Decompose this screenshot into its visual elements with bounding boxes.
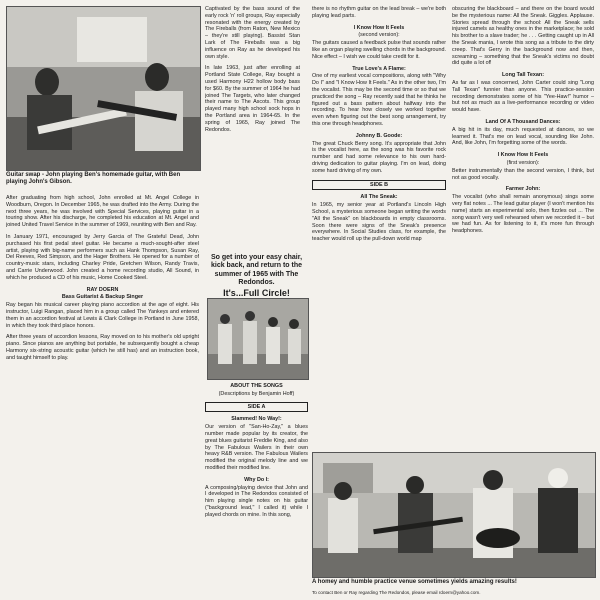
song-text-land-of-dances: A big hit in its day, much requested at dances, so we learned it. That's me on lead vocal, sounding like John. And, like John, I'm forgetting some of the words.	[452, 126, 594, 147]
caption-guitar-swap: Guitar swap - John playing Ben's homemade guitar, with Ben playing John's Gibson.	[6, 172, 181, 186]
song-text-know-how-2: The guitars caused a feedback pulse that sounds rather like an organ playing swelling chords in the background. Nice effect – I wish we could take credit for it.	[312, 40, 446, 60]
caption-practice-venue: A homey and humble practice venue sometimes yields amazing results!	[312, 579, 517, 585]
photo-practice-venue	[312, 452, 596, 578]
ray-subheading: Bass Guitarist & Backup Singer	[61, 294, 144, 301]
song-title-why-do-i: Why Do I:	[244, 476, 269, 483]
ray-heading: RAY DOERN	[86, 286, 119, 293]
song-text-all-the-sneak: In 1965, my senior year at Portland's Lincoln High School, a mysterious someone began writing the words "All the Sneak" on blackboards in empty classrooms. Soon there were signs of the Sneak's presence everywhere. In Social Studies class, for example, the teacher would roll up the pull-down world map	[312, 202, 446, 243]
song-text-why-do-i: A composing/playing device that John and I developed in The Redondos consisted of him playing single notes on his guitar ("background lead," I called it) while I played chords on mine. In this song,	[205, 484, 308, 518]
song-sub-know-how-1: (first version):	[506, 159, 540, 166]
contact-footer: To contact Ben or Ray regarding The Redondos, please email rdoern@yahoo.com.	[312, 590, 481, 595]
promo-line-1: So get into your easy chair, kick back, and return to the summer of 1965 with The Redondos.	[210, 254, 303, 287]
song-text-slammed: Our version of "San-Ho-Zay," a blues number made popular by its creator, the great blues guitarist Freddie King, and also by The Fabulous Wailers in their own heavy R&B version. The Fabulous Wailers modified the original melody line and we modified their modified line.	[205, 424, 308, 471]
song-text-long-tall-texan: As far as I was concerned, John Carter could sing "Long Tall Texan" funnier than anyone. This practice-session recording demonstrates some of his "Yee-Haw!" humor – but not as much as a live-performance recording or video would have.	[452, 79, 594, 114]
song-title-long-tall-texan: Long Tall Texan:	[501, 72, 545, 79]
about-songs-subheading: (Descriptions by Benjamin Hoff)	[218, 390, 295, 397]
column-1	[6, 195, 199, 595]
song-text-true-love: One of my earliest vocal compositions, along with "Why Do I" and "I Know How It Feels." As in the other two, I'm the vocalist. This may be the second time or so that we practiced the song – Ray recently said that he thinks he figured out a bass pattern about halfway into the recording. To hear how closely we worked together even when figuring out the best song arrangement, try this one through headphones.	[312, 73, 446, 127]
ray-bio-paragraph-4: In late 1963, just after enrolling at Portland State College, Ray bought a used Harmony H22 hollow body bass for $60. By the summer of 1964 he had joined The Targets, who later changed their name to The Ascots. This group played many high school sock hops in the Portland area in 1964-65. In the spring of 1965, Ray joined The Redondos.	[205, 65, 300, 133]
song-title-johnny-b-goode: Johnny B. Goode:	[355, 132, 403, 139]
photo-practice-venue-image	[313, 453, 595, 577]
song-text-johnny-b-goode: The great Chuck Berry song. It's appropriate that John is the vocalist here, as the song was his favorite rock number and had some relevance to his own hard-driving dedication to guitar playing. I'm on lead, doing some hard driving of my own.	[312, 140, 446, 174]
photo-guitar-swap	[6, 6, 201, 171]
ray-bio-paragraph-3: Captivated by the bass sound of the early rock 'n' roll groups, Ray especially resonated with the energy created by The Fireballs (from Raton, New Mexico – they're still playing). Bassist Stan Lark of The Fireballs was a big influence on Ray as he developed his own style.	[205, 6, 300, 60]
song-title-know-how-2: I Know How It Feels	[353, 24, 405, 31]
song-text-all-the-sneak-cont: obscuring the blackboard – and there on the board would be the mysterious name: All the Sneak. Giggles. Applause. Stories spread through the school: All the Sneak sells injured camels as healthy ones in the marketplace; he sold his brother to a slave trader; he . . . Getting caught up in All the Sneak mania, I wrote this song as a tribute to the dirty creep. That's Gerry in the background now and then, screaming – something that the Sneak's victims no doubt did quite a lot of!	[452, 6, 594, 67]
promo-line-2: It's...Full Circle!	[223, 287, 290, 298]
song-text-farmer-john: The vocalist (who shall remain anonymous) sings some very flat notes ... The lead guitar player (I won't mention his name) starts an experimental solo, then fizzles out ... The song wasn't very well rehearsed when we recorded it – but we had fun. As for listening to it, it's more fun through headphones.	[452, 194, 594, 235]
column-2-bottom	[205, 383, 308, 596]
about-songs-heading: ABOUT THE SONGS	[230, 383, 283, 389]
song-title-farmer-john: Farmer John:	[505, 186, 541, 193]
ray-bio-paragraph-2: After three years of accordion lessons, Ray moved on to his mother's old upright piano. Since pianos are anything but portable, he subsequently bought a cheap Harmony six-string acoustic guitar (which he still has) and an instruction book, and taught himself to play.	[6, 334, 199, 361]
song-title-slammed: Slammed! No Way!:	[231, 416, 282, 423]
john-bio-paragraph-2: In January 1971, encouraged by Jerry Garcia of The Grateful Dead, John purchased his first pedal steel guitar. He became a much-sought-after steel artist, playing with big-name performers such as Hank Thompson, Susan Ray, Del Reeves, Red Simpson, and the Hager Brothers. He opened for a number of country-music stars, including Charley Pride, Gretchen Wilson, Randy Travis, and Carrie Underwood. John created a home recording studio, All Sound, in which he produced a CD of his music, Home Cooked Steel.	[6, 233, 199, 281]
song-title-land-of-dances: Land Of A Thousand Dances:	[485, 118, 561, 125]
photo-band-standing-image	[208, 299, 308, 379]
song-text-know-how-1: Better instrumentally than the second version, I think, but not as good vocally.	[452, 167, 594, 181]
photo-band-standing	[207, 298, 309, 380]
song-title-all-the-sneak: All The Sneak:	[360, 194, 398, 201]
promo-text	[205, 254, 308, 299]
john-bio-paragraph-1: After graduating from high school, John enrolled at Mt. Angel College in Woodburn, Oregon. In December 1965, he was drafted into the Army. During the next three years, he was involved with Special Services, playing guitar in a touring show. After his discharge, he completed his education at Mt. Angel and joined United Travel Service in the summer of 1969, reuniting with Ben and Ray.	[6, 195, 199, 229]
song-text-why-do-i-cont: there is no rhythm guitar on the lead break – we're both playing lead parts.	[312, 6, 446, 19]
side-a-label: SIDE A	[205, 402, 308, 413]
song-sub-know-how-2: (second version):	[358, 32, 400, 39]
column-4	[452, 6, 594, 448]
column-3	[312, 6, 446, 448]
song-title-know-how-1: I Know How It Feels	[497, 152, 549, 159]
photo-guitar-swap-image	[7, 7, 200, 170]
side-b-label: SIDE B	[312, 180, 446, 191]
ray-bio-paragraph-1: Ray began his musical career playing piano accordion at the age of eight. His instructor, Luigi Rangan, placed him in a group called The Yankeys and entered them in an accordion festival at Lewis & Clark College in Portland in June 1958, in which they took third place honors.	[6, 302, 199, 329]
song-title-true-love: True Love's A Flame:	[352, 65, 406, 72]
